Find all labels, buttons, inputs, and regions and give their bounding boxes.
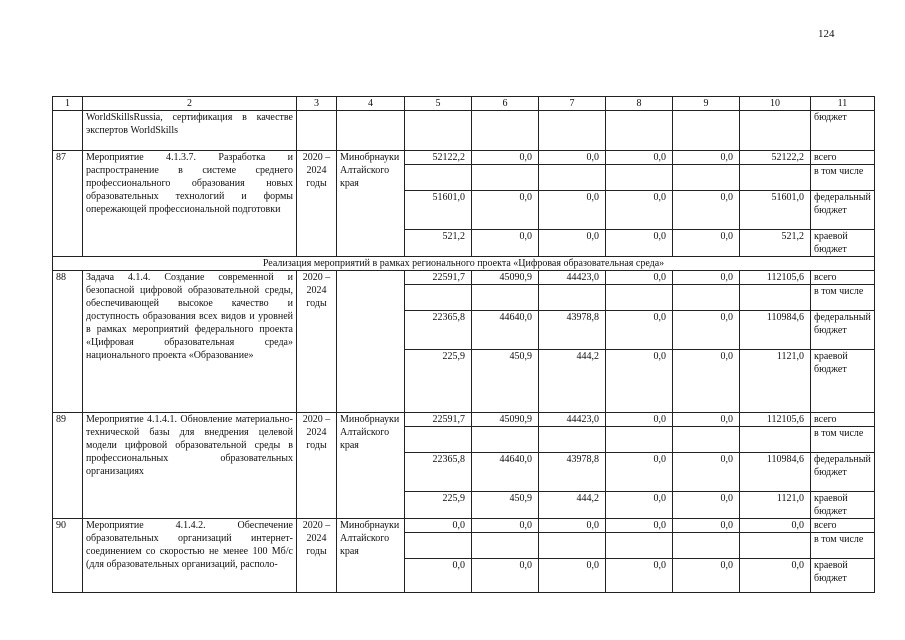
value-cell: 0,0 <box>472 519 539 533</box>
table-row <box>53 413 875 427</box>
row-number: 88 <box>53 271 83 413</box>
value-cell: 444,2 <box>539 350 606 413</box>
funding-source: всего <box>811 151 875 165</box>
value-cell: 0,0 <box>472 191 539 230</box>
value-cell: 0,0 <box>606 230 673 257</box>
value-cell: 112105,6 <box>740 271 811 285</box>
value-cell <box>472 285 539 311</box>
value-cell <box>606 165 673 191</box>
funding-source: в том числе <box>811 285 875 311</box>
header-cell: 3 <box>297 97 337 111</box>
value-cell: 0,0 <box>405 559 472 593</box>
header-cell: 1 <box>53 97 83 111</box>
value-cell: 45090,9 <box>472 271 539 285</box>
value-cell: 0,0 <box>472 559 539 593</box>
value-cell <box>673 165 740 191</box>
measure-description: Мероприятие 4.1.3.7. Разработка и распространение в системе среднего профессионального образования новых образовательных технологий и формы опережающей профессиональной подготовки <box>83 151 297 257</box>
value-cell: 450,9 <box>472 350 539 413</box>
funding-source: краевой бюджет <box>811 350 875 413</box>
value-cell: 0,0 <box>673 453 740 492</box>
cell <box>405 111 472 151</box>
value-cell: 0,0 <box>606 311 673 350</box>
row-number: 90 <box>53 519 83 593</box>
measure-description: Мероприятие 4.1.4.2. Обеспечение образовательных организаций интернет-соединением со скоростью не менее 100 Мб/с (для образовательных организаций, располо- <box>83 519 297 593</box>
funding-source: краевой бюджет <box>811 230 875 257</box>
value-cell: 0,0 <box>539 519 606 533</box>
period: 2020 – 2024 годы <box>297 151 337 257</box>
executor: Минобрнауки Алтайского края <box>337 519 405 593</box>
value-cell <box>405 533 472 559</box>
value-cell: 44640,0 <box>472 311 539 350</box>
funding-source: всего <box>811 413 875 427</box>
value-cell: 0,0 <box>606 453 673 492</box>
value-cell: 444,2 <box>539 492 606 519</box>
cell <box>673 111 740 151</box>
value-cell: 44640,0 <box>472 453 539 492</box>
value-cell <box>472 427 539 453</box>
funding-source: в том числе <box>811 533 875 559</box>
value-cell: 0,0 <box>606 492 673 519</box>
value-cell: 0,0 <box>673 350 740 413</box>
value-cell: 0,0 <box>539 191 606 230</box>
value-cell <box>472 165 539 191</box>
header-cell: 6 <box>472 97 539 111</box>
value-cell: 0,0 <box>673 191 740 230</box>
header-row <box>53 97 875 111</box>
value-cell: 110984,6 <box>740 311 811 350</box>
value-cell: 1121,0 <box>740 492 811 519</box>
funding-source: краевой бюджет <box>811 559 875 593</box>
table-row <box>53 519 875 533</box>
value-cell: 0,0 <box>673 230 740 257</box>
value-cell: 22591,7 <box>405 413 472 427</box>
funding-source: федеральный бюджет <box>811 453 875 492</box>
header-cell: 10 <box>740 97 811 111</box>
value-cell: 0,0 <box>673 271 740 285</box>
table-row <box>53 271 875 285</box>
measure-description: Задача 4.1.4. Создание современной и безопасной цифровой образовательной среды, обеспечивающей высокое качество и доступность образования всех видов и уровней в рамках мероприятий федерального проекта «Цифровая образовательная среда» национального проекта «Образование» <box>83 271 297 413</box>
cell <box>740 111 811 151</box>
row-number: 87 <box>53 151 83 257</box>
value-cell: 22365,8 <box>405 453 472 492</box>
cell <box>337 111 405 151</box>
value-cell: 0,0 <box>606 559 673 593</box>
value-cell <box>472 533 539 559</box>
value-cell: 1121,0 <box>740 350 811 413</box>
funding-source: всего <box>811 519 875 533</box>
header-cell: 9 <box>673 97 740 111</box>
value-cell: 0,0 <box>606 271 673 285</box>
header-cell: 4 <box>337 97 405 111</box>
value-cell: 44423,0 <box>539 271 606 285</box>
budget-table <box>52 96 875 593</box>
row-number <box>53 111 83 151</box>
value-cell: 0,0 <box>472 230 539 257</box>
value-cell: 0,0 <box>606 350 673 413</box>
value-cell: 51601,0 <box>740 191 811 230</box>
cell <box>539 111 606 151</box>
period: 2020 – 2024 годы <box>297 519 337 593</box>
header-cell: 11 <box>811 97 875 111</box>
funding-source: федеральный бюджет <box>811 191 875 230</box>
value-cell: 0,0 <box>539 230 606 257</box>
value-cell: 0,0 <box>606 519 673 533</box>
value-cell: 0,0 <box>740 559 811 593</box>
executor <box>337 271 405 413</box>
value-cell: 110984,6 <box>740 453 811 492</box>
value-cell: 0,0 <box>472 151 539 165</box>
header-cell: 5 <box>405 97 472 111</box>
value-cell <box>405 165 472 191</box>
measure-description: WorldSkillsRussia, сертификация в качестве экспертов WorldSkills <box>83 111 297 151</box>
value-cell: 0,0 <box>539 151 606 165</box>
value-cell: 43978,8 <box>539 311 606 350</box>
executor: Минобрнауки Алтайского края <box>337 151 405 257</box>
value-cell: 0,0 <box>606 151 673 165</box>
value-cell: 22365,8 <box>405 311 472 350</box>
value-cell: 45090,9 <box>472 413 539 427</box>
value-cell: 44423,0 <box>539 413 606 427</box>
funding-source: в том числе <box>811 427 875 453</box>
measure-description: Мероприятие 4.1.4.1. Обновление материально-технической базы для внедрения целевой модели цифровой образовательной среды в профессиональных образовательных организациях <box>83 413 297 519</box>
header-cell: 2 <box>83 97 297 111</box>
funding-source: всего <box>811 271 875 285</box>
value-cell: 450,9 <box>472 492 539 519</box>
value-cell <box>740 165 811 191</box>
value-cell: 0,0 <box>673 413 740 427</box>
value-cell: 0,0 <box>539 559 606 593</box>
value-cell: 22591,7 <box>405 271 472 285</box>
value-cell <box>606 427 673 453</box>
period: 2020 – 2024 годы <box>297 271 337 413</box>
value-cell: 52122,2 <box>740 151 811 165</box>
value-cell <box>673 533 740 559</box>
header-cell: 7 <box>539 97 606 111</box>
value-cell <box>673 427 740 453</box>
funding-source: в том числе <box>811 165 875 191</box>
value-cell <box>740 427 811 453</box>
page-number: 124 <box>818 28 835 40</box>
value-cell: 225,9 <box>405 350 472 413</box>
funding-source: бюджет <box>811 111 875 151</box>
value-cell: 0,0 <box>673 151 740 165</box>
value-cell: 0,0 <box>405 519 472 533</box>
value-cell: 0,0 <box>606 413 673 427</box>
value-cell: 52122,2 <box>405 151 472 165</box>
header-cell: 8 <box>606 97 673 111</box>
executor: Минобрнауки Алтайского края <box>337 413 405 519</box>
value-cell: 0,0 <box>673 492 740 519</box>
table-row <box>53 151 875 165</box>
value-cell: 112105,6 <box>740 413 811 427</box>
funding-source: краевой бюджет <box>811 492 875 519</box>
cell <box>297 111 337 151</box>
value-cell: 0,0 <box>740 519 811 533</box>
value-cell <box>673 285 740 311</box>
value-cell <box>539 285 606 311</box>
value-cell <box>405 427 472 453</box>
value-cell: 0,0 <box>673 519 740 533</box>
funding-source: федеральный бюджет <box>811 311 875 350</box>
value-cell <box>740 533 811 559</box>
value-cell <box>606 285 673 311</box>
table-row <box>53 111 875 151</box>
period: 2020 – 2024 годы <box>297 413 337 519</box>
value-cell: 521,2 <box>405 230 472 257</box>
value-cell <box>740 285 811 311</box>
value-cell: 43978,8 <box>539 453 606 492</box>
cell <box>606 111 673 151</box>
value-cell <box>539 165 606 191</box>
value-cell: 0,0 <box>606 191 673 230</box>
value-cell <box>539 427 606 453</box>
section-row <box>53 257 875 271</box>
value-cell <box>539 533 606 559</box>
value-cell: 225,9 <box>405 492 472 519</box>
value-cell: 521,2 <box>740 230 811 257</box>
value-cell: 51601,0 <box>405 191 472 230</box>
section-title: Реализация мероприятий в рамках регионального проекта «Цифровая образовательная среда» <box>53 257 875 271</box>
value-cell <box>606 533 673 559</box>
cell <box>472 111 539 151</box>
value-cell: 0,0 <box>673 559 740 593</box>
value-cell: 0,0 <box>673 311 740 350</box>
value-cell <box>405 285 472 311</box>
row-number: 89 <box>53 413 83 519</box>
